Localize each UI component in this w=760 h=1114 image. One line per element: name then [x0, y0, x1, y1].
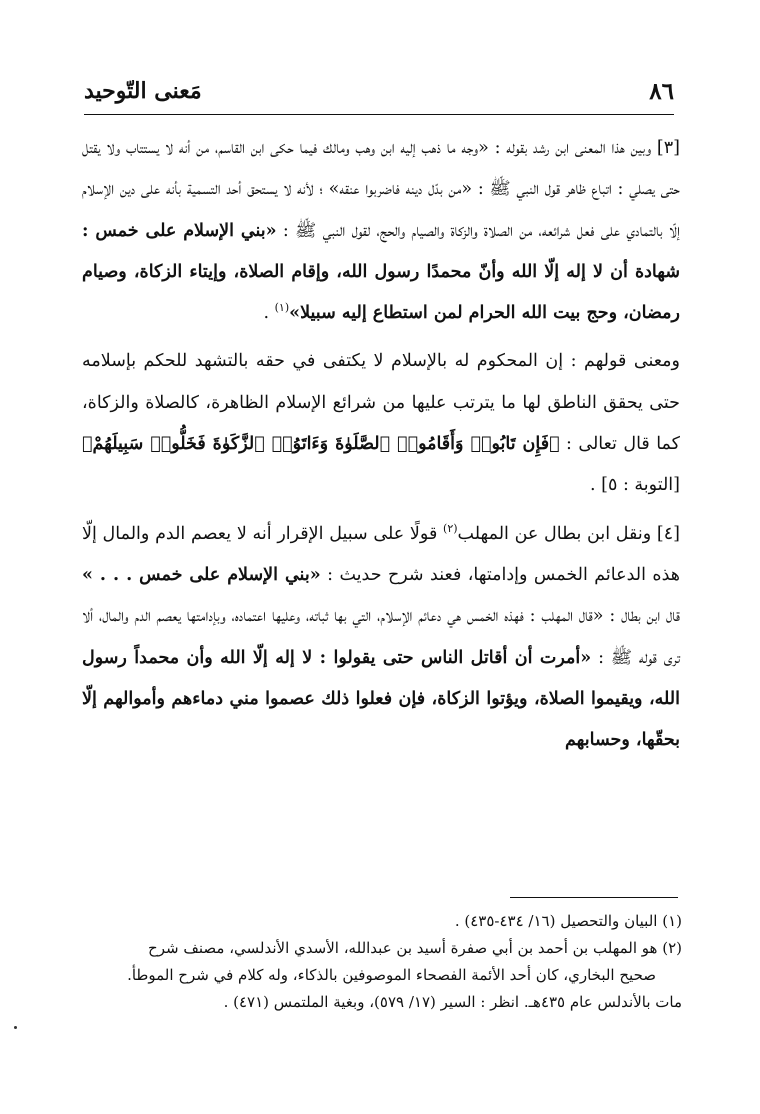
page-number: ٨٦ [649, 78, 674, 105]
header-rule [84, 114, 674, 115]
paragraph-meaning [82, 341, 680, 506]
verse-citation: [التوبة : ٥] . [590, 475, 680, 496]
paragraph-4-text-a: [٤] ونقل ابن بطال عن المهلب [457, 523, 680, 544]
footnote-2-line-3: مات بالأندلس عام ٤٣٥هـ. انظر : السير (١٧/ ٥٧٩)، وبغية الملتمس (٤٧١) . [223, 993, 682, 1011]
footnote-ref-1[interactable]: (١) [274, 301, 290, 315]
footnote-1: (١) البيان والتحصيل (١٦/ ٤٣٤-٤٣٥) . [454, 912, 682, 930]
running-title: مَعنى التّوحيد [84, 78, 202, 104]
footnote-2-line-2: صحيح البخاري، كان أحد الأئمة الفصحاء الموصوفين بالذكاء، وله كلام في شرح الموطأ. [127, 966, 656, 984]
paragraph-3-end: . [263, 303, 275, 324]
footnote-ref-2[interactable]: (٢) [443, 521, 458, 535]
footnotes [82, 908, 682, 1016]
paragraph-4-text-c: قال ابن بطال : «قال المهلب : فهذه الخمس هي دعائم الإسلام، التي بها ثباته، وعليها اعتماده، وبإدامتها يعصم الدم والمال، ألا ترى قوله ﷺ : [82, 606, 680, 668]
paragraph-4-text-b: قولًا على سبيل الإقرار أنه لا يعصم الدم والمال إلّا هذه الدعائم الخمس وإدامتها، فعند شرح حديث : [82, 523, 681, 585]
hadith-quote-2: «أمرت أن أقاتل الناس حتى يقولوا : لا إله إلّا الله وأن محمداً رسول الله، ويقيموا الصلاة، ويؤتوا الزكاة، فإن فعلوا ذلك عصموا مني دماءهم وأموالهم إلّا بحقّها، وحسابهم [82, 647, 680, 751]
scan-speck [14, 1026, 17, 1029]
paragraph-meaning-text: ومعنى قولهم : إن المحكوم له بالإسلام لا يكتفى في حقه بالتشهد للحكم بإسلامه حتى يحقق الناطق لها ما يترتب عليها من شرائع الإسلام الظاهرة، كالصلاة والزكاة، كما قال تعالى : [82, 351, 680, 455]
paragraph-3 [82, 128, 680, 334]
paragraph-4 [82, 514, 680, 762]
paragraph-3-text: [٣] وبين هذا المعنى ابن رشد بقوله : «وجه ما ذهب إليه ابن وهب ومالك فيما حكى ابن القاسم، من أنه لا يستتاب ولا يقتل حتى يصلي : اتباع ظاهر قول النبي ﷺ : «من بدّل دينه فاضربوا عنقه» ؛ لأنه لا يستحق أحد التسمية بأنه على دين الإسلام إلّا بالتمادي على فعل شرائعه، من الصلاة والزكاة والصيام والحج، لقول النبي ﷺ : [82, 138, 680, 241]
main-text [82, 128, 680, 761]
hadith-title: «بني الإسلام على خمس . . . » [82, 564, 321, 585]
footnote-separator [510, 897, 678, 898]
running-header [84, 72, 674, 112]
hadith-quote: «بني الإسلام على خمس : شهادة أن لا إله إلّا الله وأنّ محمدًا رسول الله، وإقام الصلاة، وإيتاء الزكاة، وصيام رمضان، وحج بيت الله الحرام لمن استطاع إليه سبيلا» [82, 220, 680, 324]
footnote-2-line-1: (٢) هو المهلب بن أحمد بن أبي صفرة أسيد بن عبدالله، الأسدي الأندلسي، مصنف شرح [148, 939, 682, 957]
quran-verse: ﴿فَإِن تَابُوا۟ وَأَقَامُوا۟ ٱلصَّلَوٰةَ وَءَاتَوُا۟ ٱلزَّكَوٰةَ فَخَلُّوا۟ سَبِيلَهُمْ﴾ [82, 434, 560, 455]
